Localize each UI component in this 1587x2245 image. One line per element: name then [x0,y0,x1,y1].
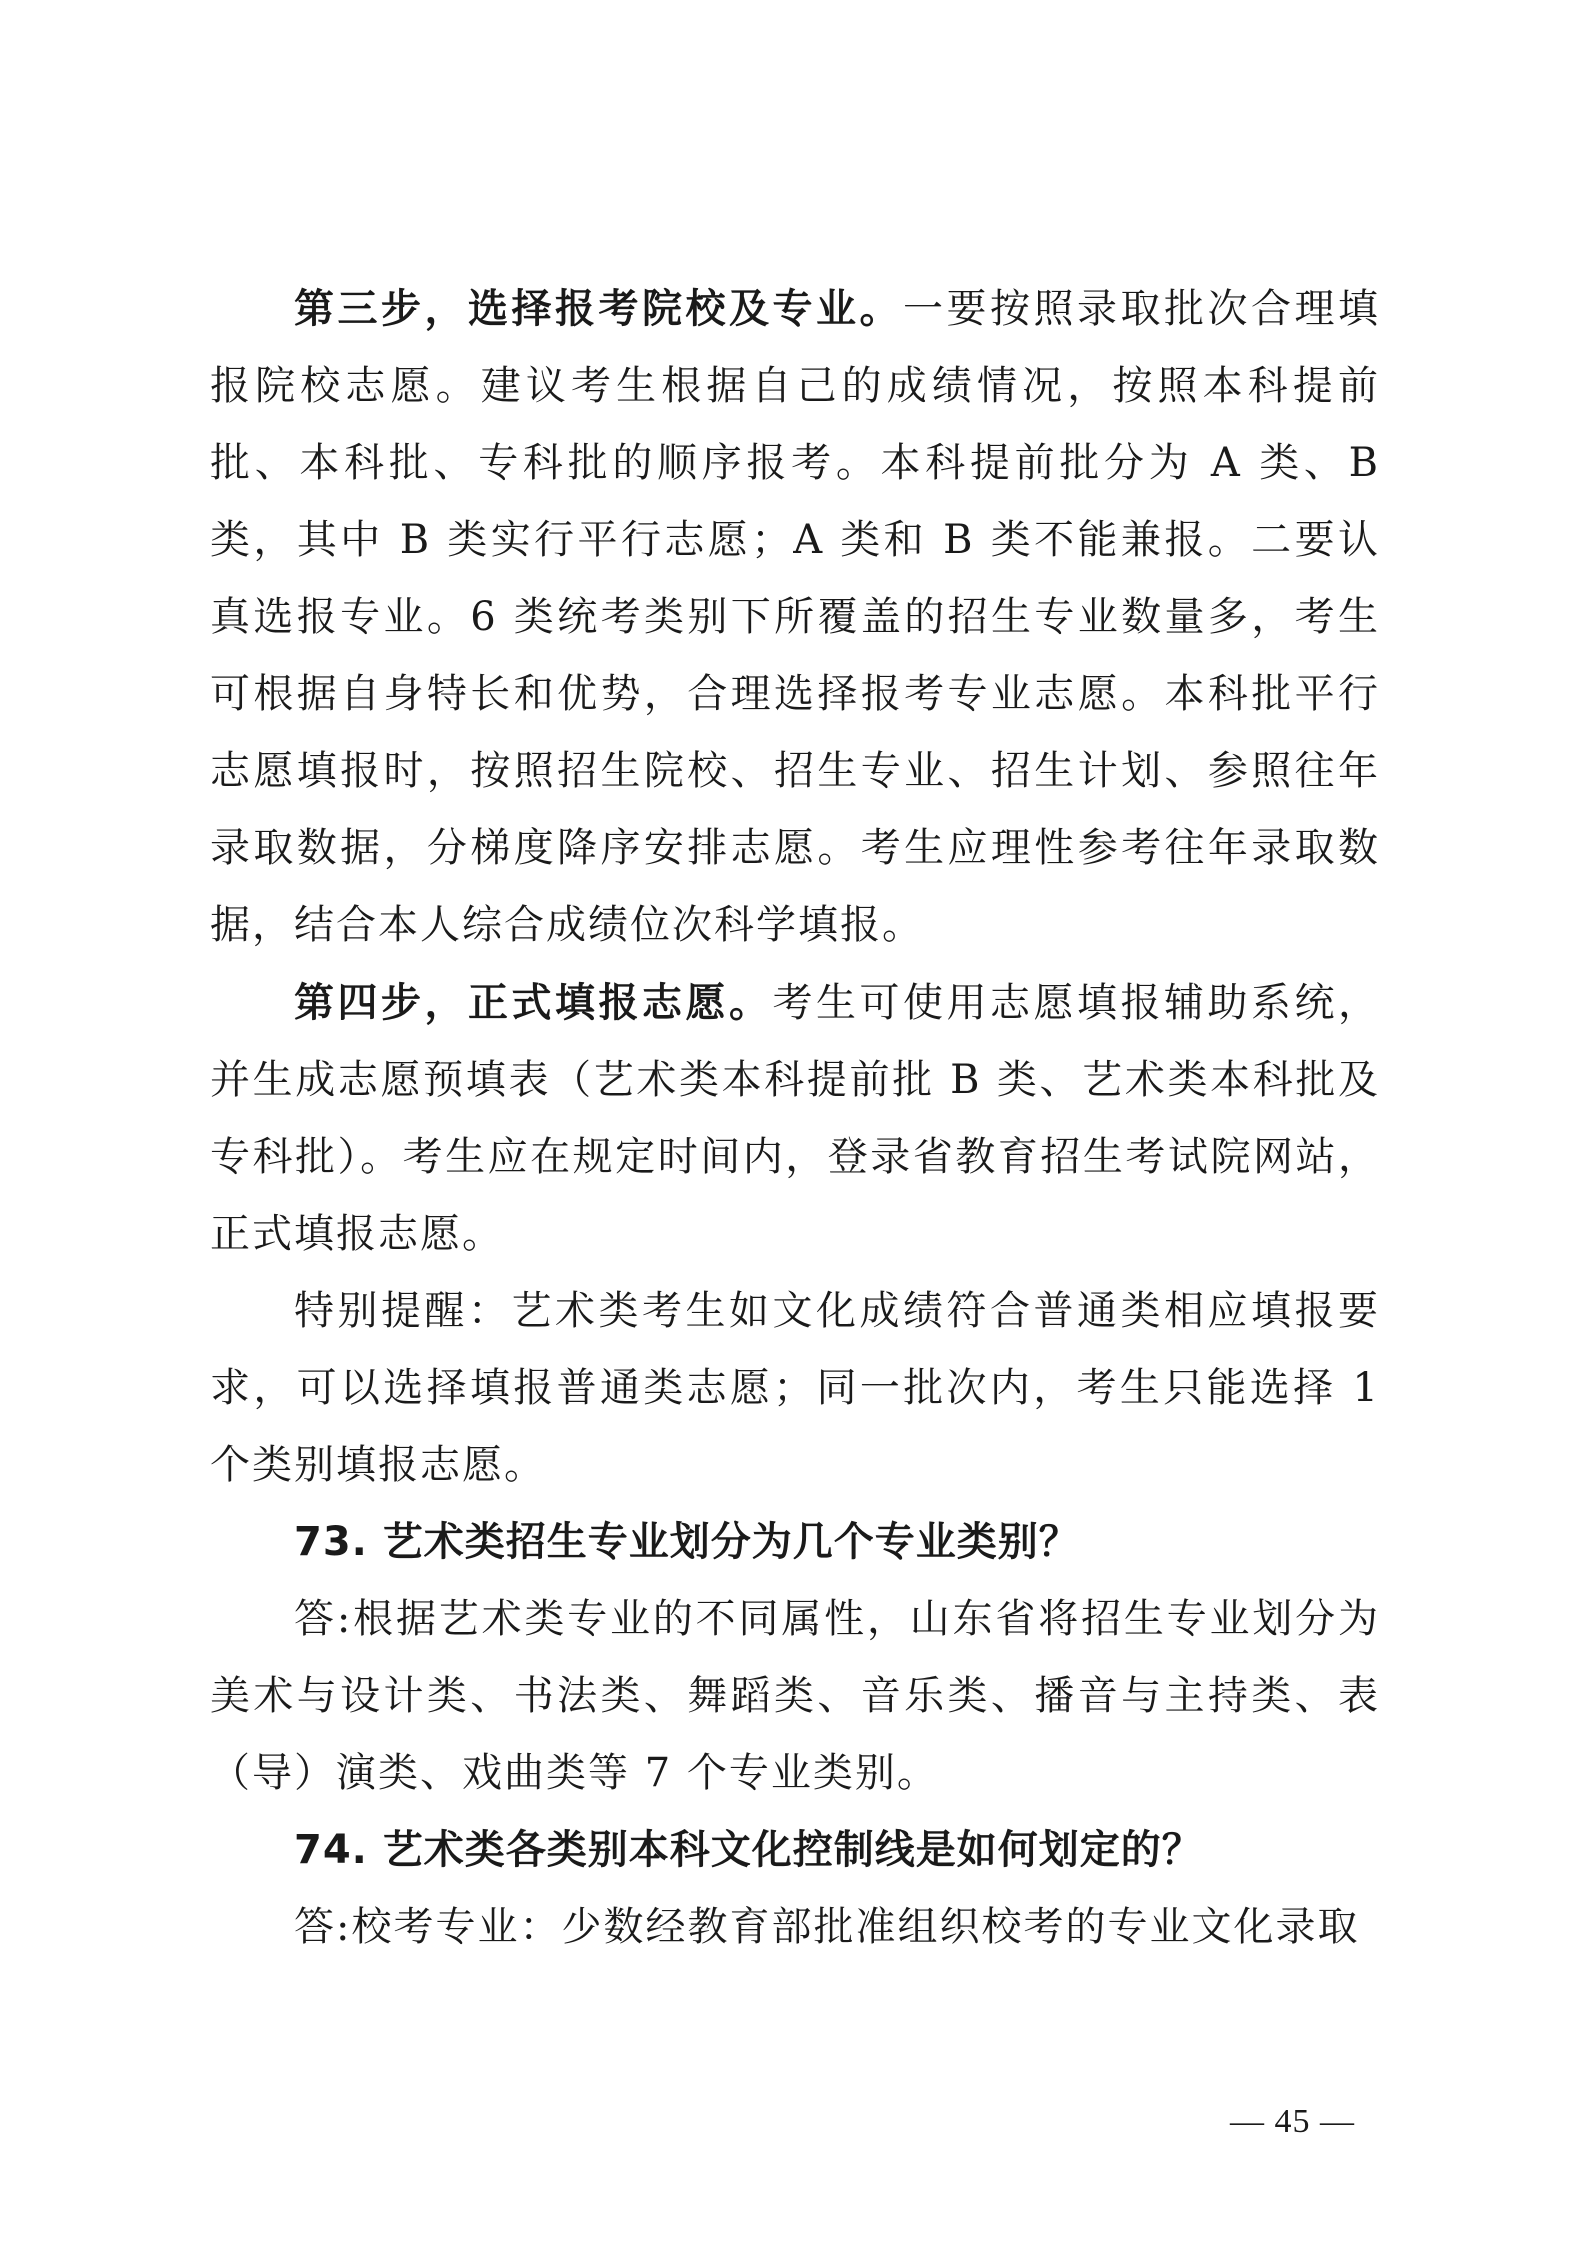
step3-heading: 第三步，选择报考院校及专业。 [294,285,903,332]
question-73: 73. 艺术类招生专业划分为几个专业类别？ [294,1519,1080,1565]
step4-body: 考生可使用志愿填报辅助系统，并生成志愿预填表（艺术类本科提前批 B 类、艺术类本科批及专科批）。考生应在规定时间内，登录省教育招生考试院网站，正式填报志愿。 [210,980,1380,1257]
page-number: — 45 — [1230,2103,1355,2140]
reminder-paragraph: 特别提醒：艺术类考生如文化成绩符合普通类相应填报要求，可以选择填报普通类志愿；同一批次内，考生只能选择 1 个类别填报志愿。 [210,1288,1380,1488]
step3-paragraph [210,270,1380,964]
answer-74: 答:校考专业：少数经教育部批准组织校考的专业文化录取 [294,1904,1360,1950]
step3-body: 一要按照录取批次合理填报院校志愿。建议考生根据自己的成绩情况，按照本科提前批、本科批、专科批的顺序报考。本科提前批分为 A 类、B 类，其中 B 类实行平行志愿；A 类和 B 类不能兼报。二要认真选报专业。6 类统考类别下所覆盖的招生专业数量多，考生可根据自身特长和优势，合理选择报考专业志愿。本科批平行志愿填报时，按照招生院校、招生专业、招生计划、参照往年录取数据，分梯度降序安排志愿。考生应理性参考往年录取数据，结合本人综合成绩位次科学填报。 [210,286,1380,948]
document-body [210,270,1380,1966]
step4-paragraph [210,964,1380,1273]
answer-73: 答:根据艺术类专业的不同属性，山东省将招生专业划分为美术与设计类、书法类、舞蹈类、音乐类、播音与主持类、表（导）演类、戏曲类等 7 个专业类别。 [210,1596,1380,1796]
question-74: 74. 艺术类各类别本科文化控制线是如何划定的？ [294,1827,1203,1873]
step4-heading: 第四步，正式填报志愿。 [294,979,773,1026]
